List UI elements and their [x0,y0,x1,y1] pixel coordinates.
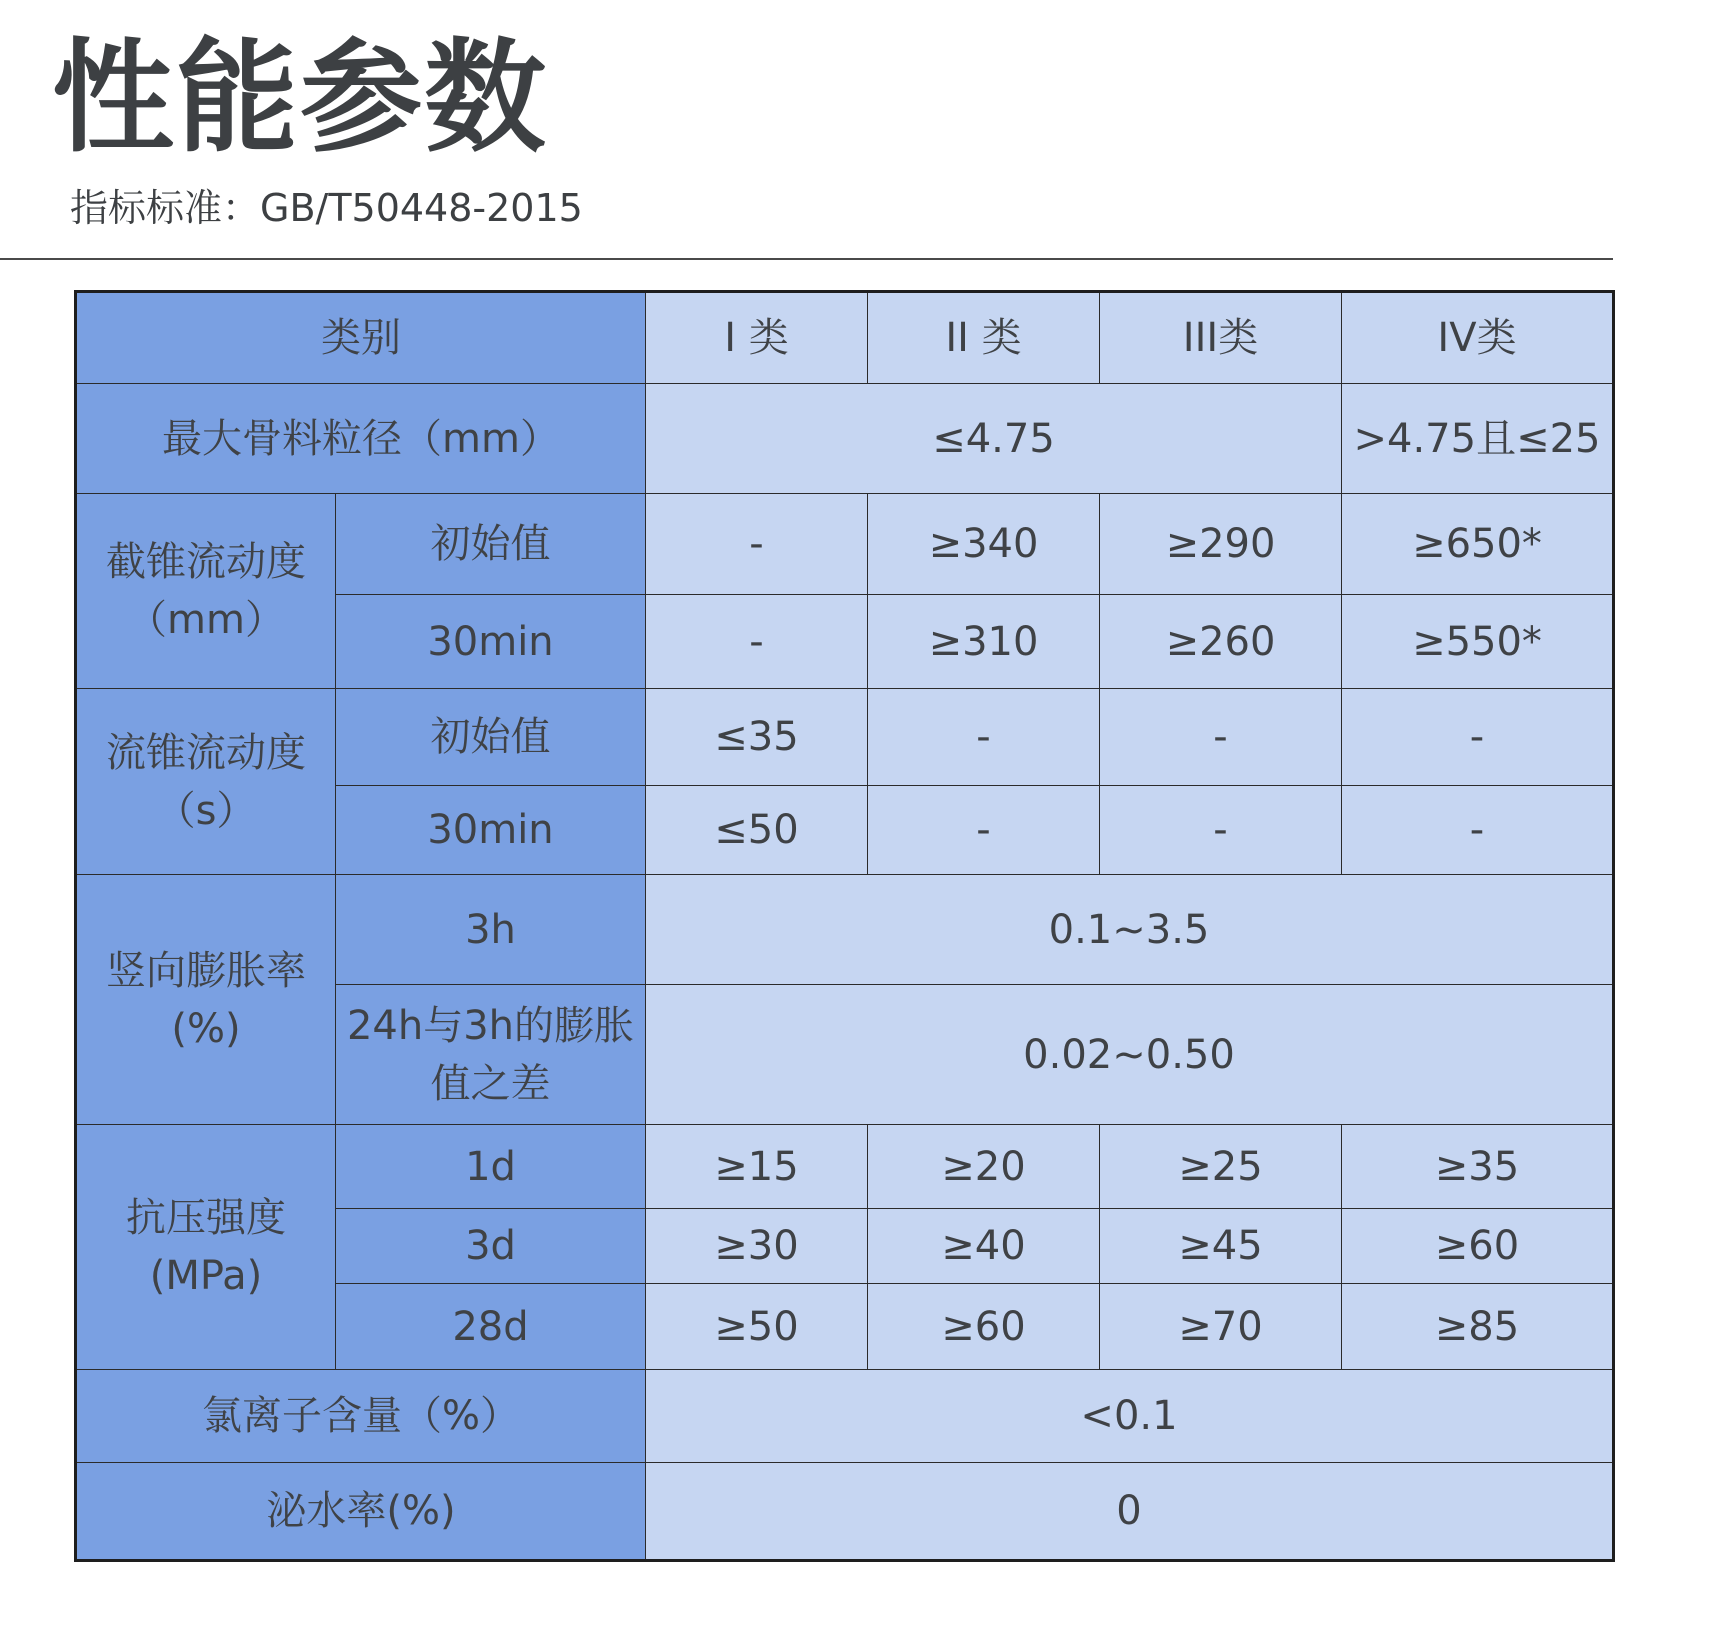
compressive-strength-label [76,1125,336,1370]
table-row-flow-cone-initial [76,689,1614,786]
strength-28d-iii: ≥70 [1100,1284,1342,1370]
header-class-3: III类 [1100,292,1342,384]
chloride-value: <0.1 [646,1370,1614,1463]
strength-1d-ii: ≥20 [868,1125,1100,1209]
truncated-cone-30min-iv: ≥550* [1342,595,1614,689]
header-class-4: IV类 [1342,292,1614,384]
strength-3d-i: ≥30 [646,1209,868,1284]
expansion-difference-value: 0.02~0.50 [646,985,1614,1125]
flow-cone-30min-ii: - [868,786,1100,875]
strength-1d-i: ≥15 [646,1125,868,1209]
truncated-cone-30min-ii: ≥310 [868,595,1100,689]
compressive-strength-label-line2: (MPa) [149,1253,263,1299]
table-row-max-aggregate [76,384,1614,494]
flow-cone-initial-iii: - [1100,689,1342,786]
table-row-truncated-cone-initial [76,494,1614,595]
flow-cone-initial-label: 初始值 [336,689,646,786]
strength-3d-iv: ≥60 [1342,1209,1614,1284]
strength-28d-iv: ≥85 [1342,1284,1614,1370]
expansion-3h-label: 3h [336,875,646,985]
strength-1d-label: 1d [336,1125,646,1209]
strength-28d-label: 28d [336,1284,646,1370]
header-class-1: I 类 [646,292,868,384]
max-aggregate-value-i-iii: ≤4.75 [646,384,1342,494]
expansion-difference-label [336,985,646,1125]
truncated-cone-label-line1: 截锥流动度 [106,539,306,585]
strength-28d-ii: ≥60 [868,1284,1100,1370]
vertical-expansion-label-line2: (%) [171,1005,241,1052]
truncated-cone-label-line2: （mm） [127,597,285,643]
flow-cone-initial-iv: - [1342,689,1614,786]
expansion-3h-value: 0.1~3.5 [646,875,1614,985]
bleeding-label: 泌水率(%) [76,1463,646,1561]
expansion-difference-label-line1: 24h与3h的膨胀 [346,1002,635,1049]
strength-3d-ii: ≥40 [868,1209,1100,1284]
performance-parameters-table [74,290,1615,1562]
flow-cone-30min-i: ≤50 [646,786,868,875]
flow-cone-label-line1: 流锥流动度 [106,729,306,776]
vertical-expansion-label [76,875,336,1125]
strength-3d-label: 3d [336,1209,646,1284]
chloride-label: 氯离子含量（%） [76,1370,646,1463]
max-aggregate-label: 最大骨料粒径（mm） [76,384,646,494]
truncated-cone-initial-iv: ≥650* [1342,494,1614,595]
flow-cone-30min-iv: - [1342,786,1614,875]
truncated-cone-initial-label: 初始值 [336,494,646,595]
expansion-difference-label-line2: 值之差 [430,1060,551,1107]
strength-1d-iv: ≥35 [1342,1125,1614,1209]
table-header-row [76,292,1614,384]
flow-cone-label [76,689,336,875]
flow-cone-30min-label: 30min [336,786,646,875]
bleeding-value: 0 [646,1463,1614,1561]
flow-cone-initial-ii: - [868,689,1100,786]
standard-subtitle: 指标标准：GB/T50448-2015 [70,186,583,230]
truncated-cone-initial-ii: ≥340 [868,494,1100,595]
strength-28d-i: ≥50 [646,1284,868,1370]
truncated-cone-30min-label: 30min [336,595,646,689]
strength-3d-iii: ≥45 [1100,1209,1342,1284]
page-title: 性能参数 [52,27,548,169]
vertical-expansion-label-line1: 竖向膨胀率 [106,947,306,994]
divider-line [0,258,1613,260]
truncated-cone-30min-i: - [646,595,868,689]
table-row-expansion-3h [76,875,1614,985]
compressive-strength-label-line1: 抗压强度 [126,1195,286,1241]
table-row-chloride [76,1370,1614,1463]
flow-cone-label-line2: （s） [155,787,257,834]
table-row-strength-1d [76,1125,1614,1209]
truncated-cone-initial-i: - [646,494,868,595]
truncated-cone-30min-iii: ≥260 [1100,595,1342,689]
header-class-2: II 类 [868,292,1100,384]
header-category: 类别 [76,292,646,384]
table-row-bleeding [76,1463,1614,1561]
flow-cone-initial-i: ≤35 [646,689,868,786]
max-aggregate-value-iv: >4.75且≤25 [1342,384,1614,494]
truncated-cone-label [76,494,336,689]
flow-cone-30min-iii: - [1100,786,1342,875]
truncated-cone-initial-iii: ≥290 [1100,494,1342,595]
strength-1d-iii: ≥25 [1100,1125,1342,1209]
